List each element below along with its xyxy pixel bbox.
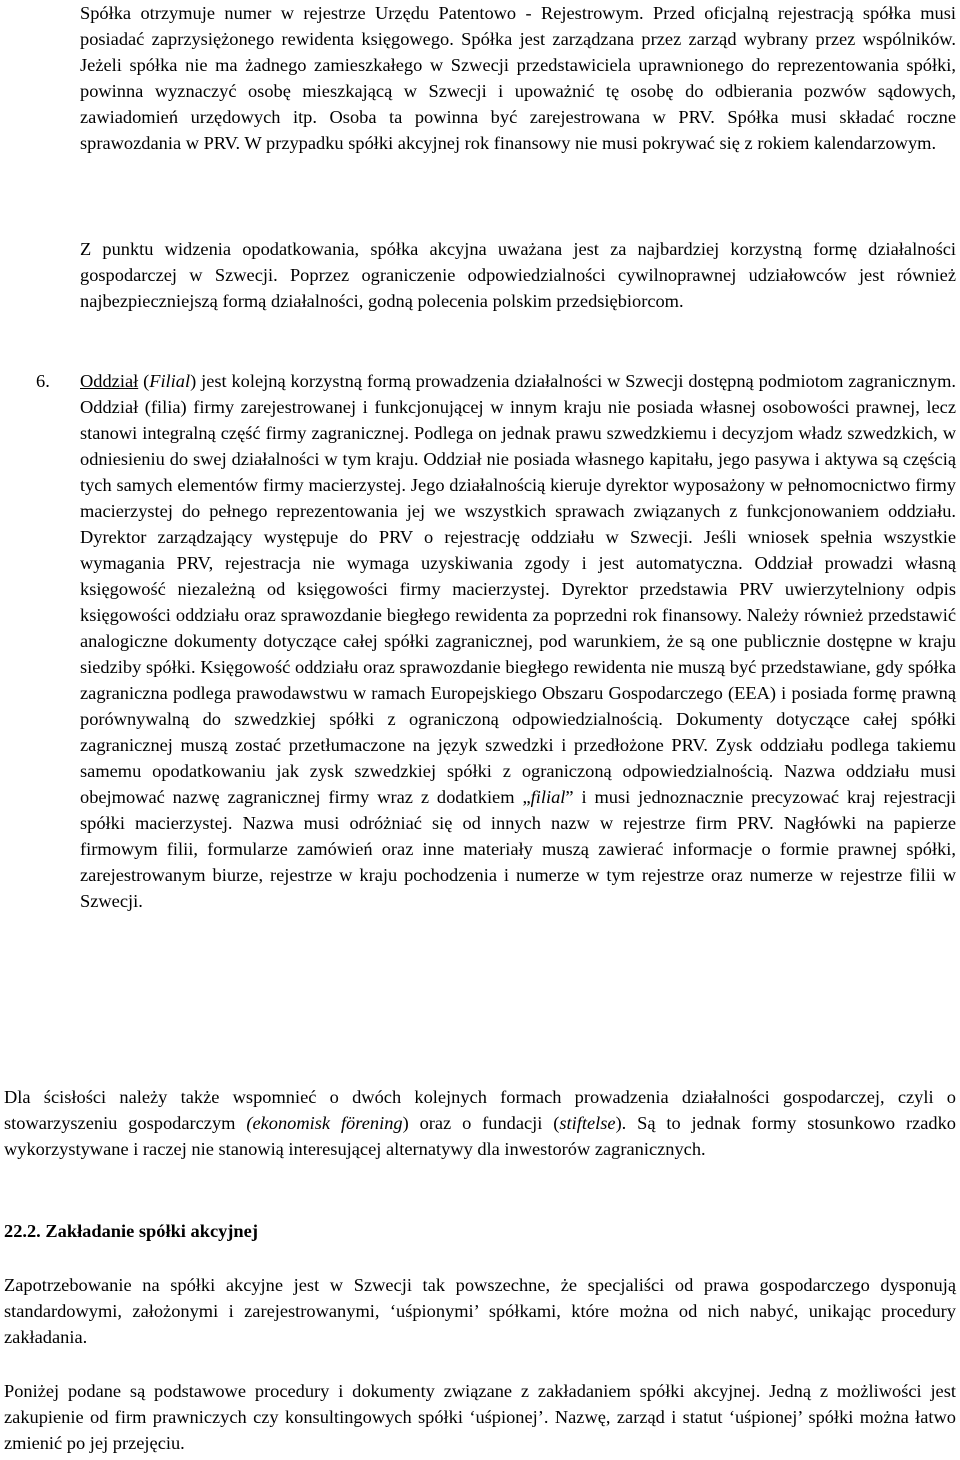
paragraph-other-forms: Dla ścisłości należy także wspomnieć o dwóch kolejnych formach prowadzenia działalności gospodarczej, czyli o stowarzyszeniu gospodarczym (ekonomisk förening) oraz o fundacji (stiftelse). Są to jednak formy stosunkowo rzadko wykorzystywane i raczej nie stanowią interesującej alternatywy dla inwestorów zagranicznych.	[4, 1087, 957, 1159]
list-item-body: Oddział (Filial) jest kolejną korzystną formą prowadzenia działalności w Szwecji dostępną podmiotom zagranicznym. Oddział (filia) firmy zarejestrowanej i funkcjonującej w innym kraju nie posiada własnej osobowości prawnej, lecz stanowi integralną część firmy zagranicznej. Podlega on jednak prawu szwedzkiemu i decyzjom władz szwedzkich, w odniesieniu do swej działalności w tym kraju. Oddział nie posiada własnego kapitału, jego pasywa i aktywa są częścią tych samych elementów firmy macierzystej. Jego działalnością kieruje dyrektor wyposażony w pełnomocnictwo firmy macierzystej do pełnego reprezentowania jej we wszystkich sprawach związanych z funkcjonowaniem oddziału. Dyrektor zarządzający występuje do PRV o rejestrację oddziału w Szwecji. Jeśli wniosek spełnia wszystkie wymagania PRV, rejestracja nie wymaga uzyskiwania zgody i jest automatyczna. Oddział prowadzi własną księgowość niezależną od księgowości firmy macierzystej. Dyrektor przedstawia PRV uwierzytelniony odpis księgowości oddziału oraz sprawozdanie biegłego rewidenta za poprzedni rok finansowy. Należy również przedstawić analogiczne dokumenty dotyczące całej spółki zagranicznej, pod warunkiem, że są one publicznie dostępne w kraju siedziby spółki. Księgowość oddziału oraz sprawozdanie biegłego rewidenta nie muszą być przedstawiane, gdy spółka zagraniczna podlega prawodawstwu w ramach Europejskiego Obszaru Gospodarczego (EEA) i posiada formę prawną porównywalną do szwedzkiej spółki z ograniczoną odpowiedzialnością. Dokumenty dotyczące całej spółki zagranicznej muszą zostać przetłumaczone na język szwedzki i przedłożone PRV. Zysk oddziału podlega takiemu samemu opodatkowaniu jak zysk szwedzkiej spółki z ograniczoną odpowiedzialnością. Nazwa oddziału musi obejmować nazwę zagranicznej firmy wraz z dodatkiem „filial” i musi jednoznacznie precyzować kraj rejestracji spółki macierzystej. Nazwa musi odróżniać się od innych nazw w rejestrze firm PRV. Nagłówki na papierze firmowym filii, formularze zamówień oraz inne materiały muszą zawierać informacje o formie prawnej spółki, zarejestrowanym biurze, rejestrze w kraju pochodzenia i numerze w tym rejestrze oraz numerze w rejestrze filii w Szwecji.	[80, 371, 956, 911]
paragraph-taxation: Z punktu widzenia opodatkowania, spółka akcyjna uważana jest za najbardziej korzystną formę działalności gospodarczej w Szwecji. Poprzez ograniczenie odpowiedzialności cywilnoprawnej udziałowców jest również najbezpieczniejszą formą działalności, godną polecenia polskim przedsiębiorcom.	[80, 239, 956, 311]
paragraph-registration: Spółka otrzymuje numer w rejestrze Urzędu Patentowo - Rejestrowym. Przed oficjalną rejestracją spółka musi posiadać zaprzysiężonego rewidenta księgowego. Spółka jest zarządzana przez zarząd wybrany przez wspólników. Jeżeli spółka nie ma żadnego zamieszkałego w Szwecji przedstawiciela uprawnionego do reprezentowania spółki, powinna wyznaczyć osobę mieszkającą w Szwecji i upoważnić tę osobę do odbierania pozwów sądowych, zawiadomień urzędowych itp. Osoba ta powinna być zarejestrowana w PRV. Spółka musi składać roczne sprawozdania w PRV. W przypadku spółki akcyjnej rok finansowy nie musi pokrywać się z rokiem kalendarzowym.	[80, 3, 956, 153]
term-oddzial: Oddział	[80, 371, 139, 391]
term-stiftelse: stiftelse	[559, 1113, 616, 1133]
paragraph-procedures: Poniżej podane są podstawowe procedury i dokumenty związane z zakładaniem spółki akcyjnej. Jedną z możliwości jest zakupienie od firm prawniczych czy konsultingowych spółki ‘uśpionej’. Nazwę, zarząd i statut ‘uśpionej’ spółki można łatwo zmienić po jej przejęciu.	[4, 1381, 956, 1453]
section-heading: 22.2. Zakładanie spółki akcyjnej	[4, 1221, 258, 1241]
term-ekonomisk-forening: (ekonomisk förening	[246, 1113, 403, 1133]
quoted-filial: filial	[530, 787, 566, 807]
list-item-number: 6.	[36, 371, 50, 391]
list-item-branch	[36, 368, 956, 914]
term-filial: Filial	[149, 371, 191, 391]
paragraph-dormant-companies: Zapotrzebowanie na spółki akcyjne jest w Szwecji tak powszechne, że specjaliści od prawa gospodarczego dysponują standardowymi, założonymi i zarejestrowanymi, ‘uśpionymi’ spółkami, które można od nich nabyć, unikając procedury zakładania.	[4, 1275, 956, 1347]
